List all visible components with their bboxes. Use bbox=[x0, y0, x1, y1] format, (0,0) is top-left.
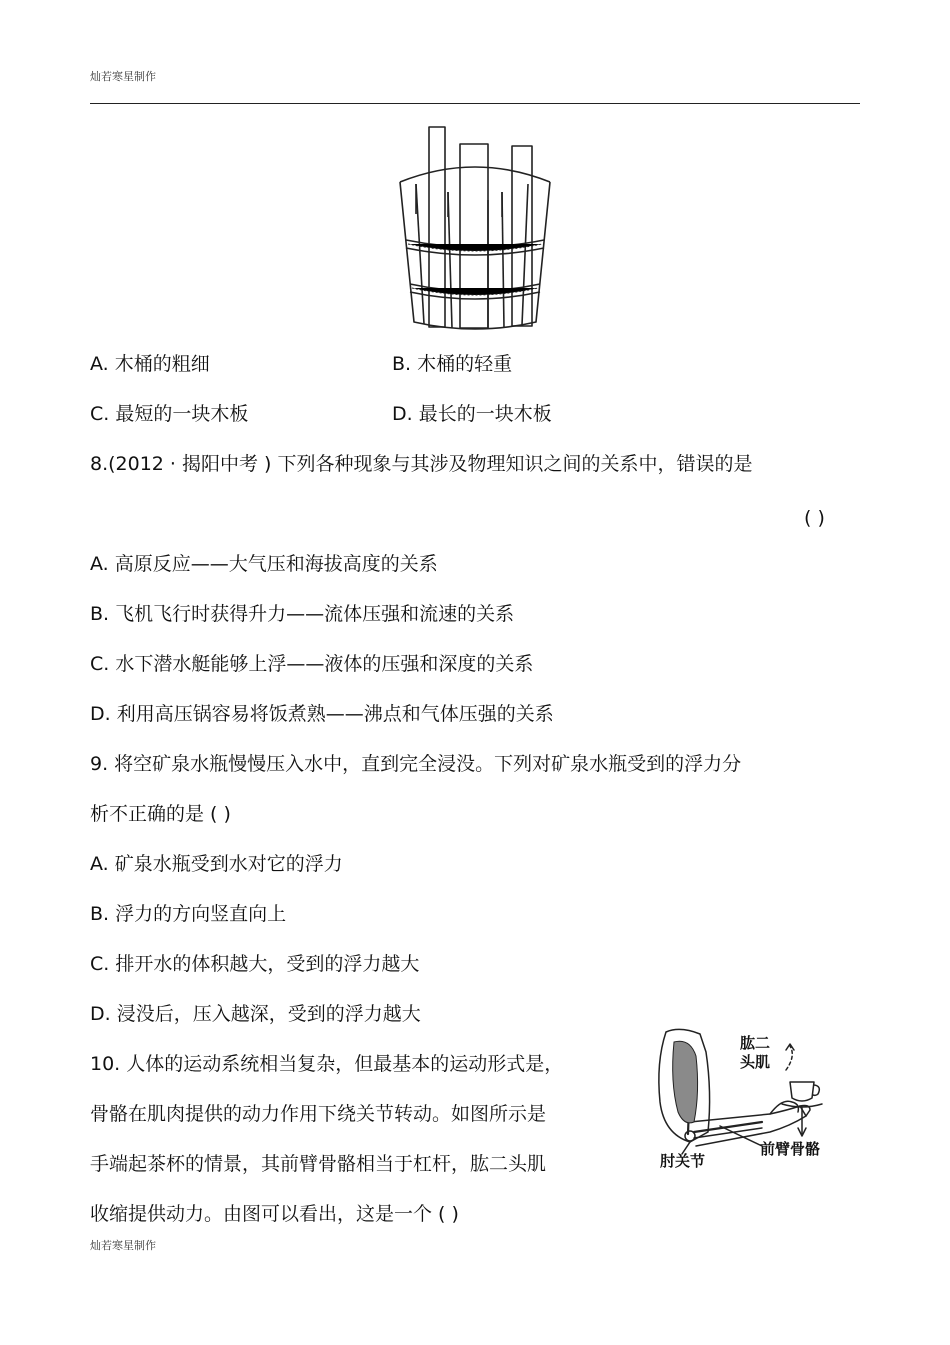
label-elbow-joint: 肘关节 bbox=[660, 1152, 706, 1170]
q9-option-a: A. 矿泉水瓶受到水对它的浮力 bbox=[90, 853, 343, 875]
q7-option-a: A. 木桶的粗细 bbox=[90, 353, 210, 375]
q9-stem-line1: 9. 将空矿泉水瓶慢慢压入水中，直到完全浸没。下列对矿泉水瓶受到的浮力分 bbox=[90, 753, 742, 775]
header-watermark: 灿若寒星制作 bbox=[90, 70, 156, 83]
q7-option-b: B. 木桶的轻重 bbox=[392, 353, 513, 375]
q8-stem: 8.(2012 · 揭阳中考 ) 下列各种现象与其涉及物理知识之间的关系中，错误的是 bbox=[90, 453, 753, 475]
q9-option-d: D. 浸没后，压入越深，受到的浮力越大 bbox=[90, 1003, 421, 1025]
q8-answer-paren: ( ) bbox=[804, 507, 825, 529]
q10-line3: 手端起茶杯的情景，其前臂骨骼相当于杠杆，肱二头肌 bbox=[90, 1153, 547, 1175]
q8-option-d: D. 利用高压锅容易将饭煮熟——沸点和气体压强的关系 bbox=[90, 703, 554, 725]
label-biceps-line2: 头肌 bbox=[740, 1053, 771, 1071]
q8-option-c: C. 水下潜水艇能够上浮——液体的压强和深度的关系 bbox=[90, 653, 534, 675]
wooden-bucket-figure bbox=[392, 122, 558, 334]
q9-option-b: B. 浮力的方向竖直向上 bbox=[90, 903, 287, 925]
q10-line2: 骨骼在肌肉提供的动力作用下绕关节转动。如图所示是 bbox=[90, 1103, 547, 1125]
q7-option-c: C. 最短的一块木板 bbox=[90, 403, 249, 425]
label-biceps-line1: 肱二 bbox=[740, 1034, 771, 1052]
q10-line1: 10. 人体的运动系统相当复杂，但最基本的运动形式是， bbox=[90, 1053, 564, 1075]
q8-option-b: B. 飞机飞行时获得升力——流体压强和流速的关系 bbox=[90, 603, 515, 625]
q10-line4: 收缩提供动力。由图可以看出，这是一个 ( ) bbox=[90, 1203, 459, 1225]
header-rule bbox=[90, 103, 860, 104]
q7-option-d: D. 最长的一块木板 bbox=[392, 403, 552, 425]
q8-option-a: A. 高原反应——大气压和海拔高度的关系 bbox=[90, 553, 438, 575]
q9-option-c: C. 排开水的体积越大，受到的浮力越大 bbox=[90, 953, 420, 975]
q9-stem-line2: 析不正确的是 ( ) bbox=[90, 803, 231, 825]
footer-watermark: 灿若寒星制作 bbox=[90, 1239, 156, 1252]
label-forearm-bone: 前臂骨骼 bbox=[760, 1140, 821, 1158]
